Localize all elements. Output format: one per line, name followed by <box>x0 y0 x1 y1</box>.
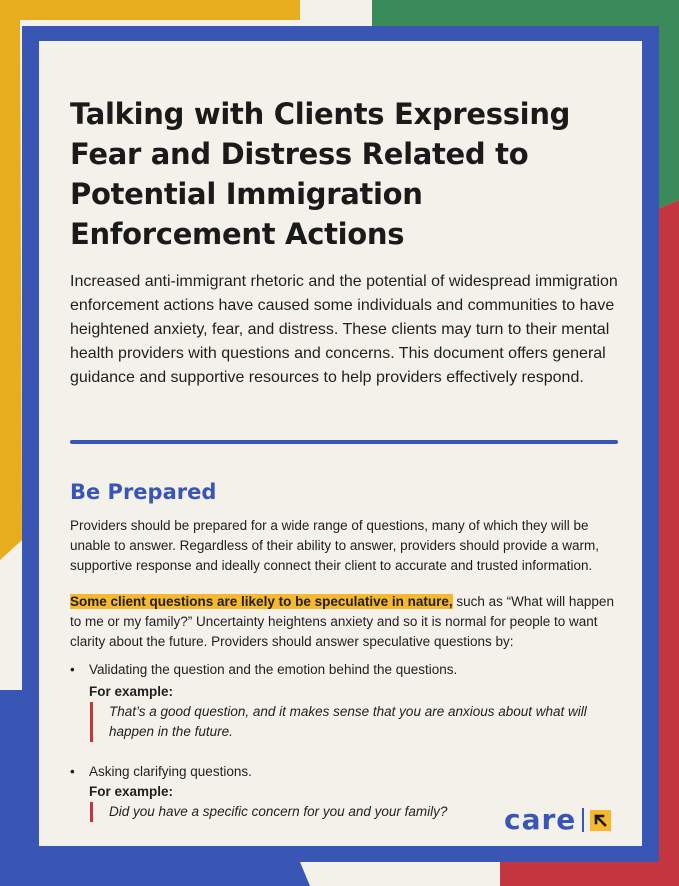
bullet-icon: • <box>70 764 75 779</box>
section-heading: Be Prepared <box>70 480 217 504</box>
section-paragraph-1: Providers should be prepared for a wide range of questions, many of which they will be unable to answer. Regardless of their ability to answer, providers should provide a warm, supportive response and ideally connect their client to accurate and trusted information. <box>70 518 600 573</box>
intro-paragraph: Increased anti-immigrant rhetoric and the potential of widespread immigration enforcement actions have caused some individuals and communities to have heightened anxiety, fear, and distress. These clients may turn to their mental health providers with questions and concerns. This document offers general guidance and supportive resources to help providers effectively respond. <box>70 273 618 386</box>
arrow-icon <box>590 810 611 831</box>
care-logo <box>504 803 611 836</box>
section-paragraph-2 <box>70 592 618 652</box>
logo-text: care <box>504 803 577 836</box>
example-label: For example: <box>89 784 174 799</box>
example-quote: Did you have a specific concern for you and your family? <box>90 802 619 822</box>
bullet-text: Asking clarifying questions. <box>89 764 252 779</box>
logo-divider <box>582 808 584 832</box>
bullet-icon: • <box>70 662 75 677</box>
divider <box>70 440 618 444</box>
example-quote: That’s a good question, and it makes sense that you are anxious about what will happen in the future. <box>90 702 619 742</box>
example-label: For example: <box>89 684 174 699</box>
document-title: Talking with Clients Expressing Fear and Distress Related to Potential Immigration Enforcement Actions <box>70 97 571 251</box>
bullet-text: Validating the question and the emotion behind the questions. <box>89 662 458 677</box>
highlighted-text: Some client questions are likely to be speculative in nature, <box>70 594 453 609</box>
paragraph-2-rest: such as “What will happen to me or my family?” Uncertainty heightens anxiety and so it is normal for people to want clarity about the future. Providers should answer speculative questions by: <box>70 594 614 649</box>
